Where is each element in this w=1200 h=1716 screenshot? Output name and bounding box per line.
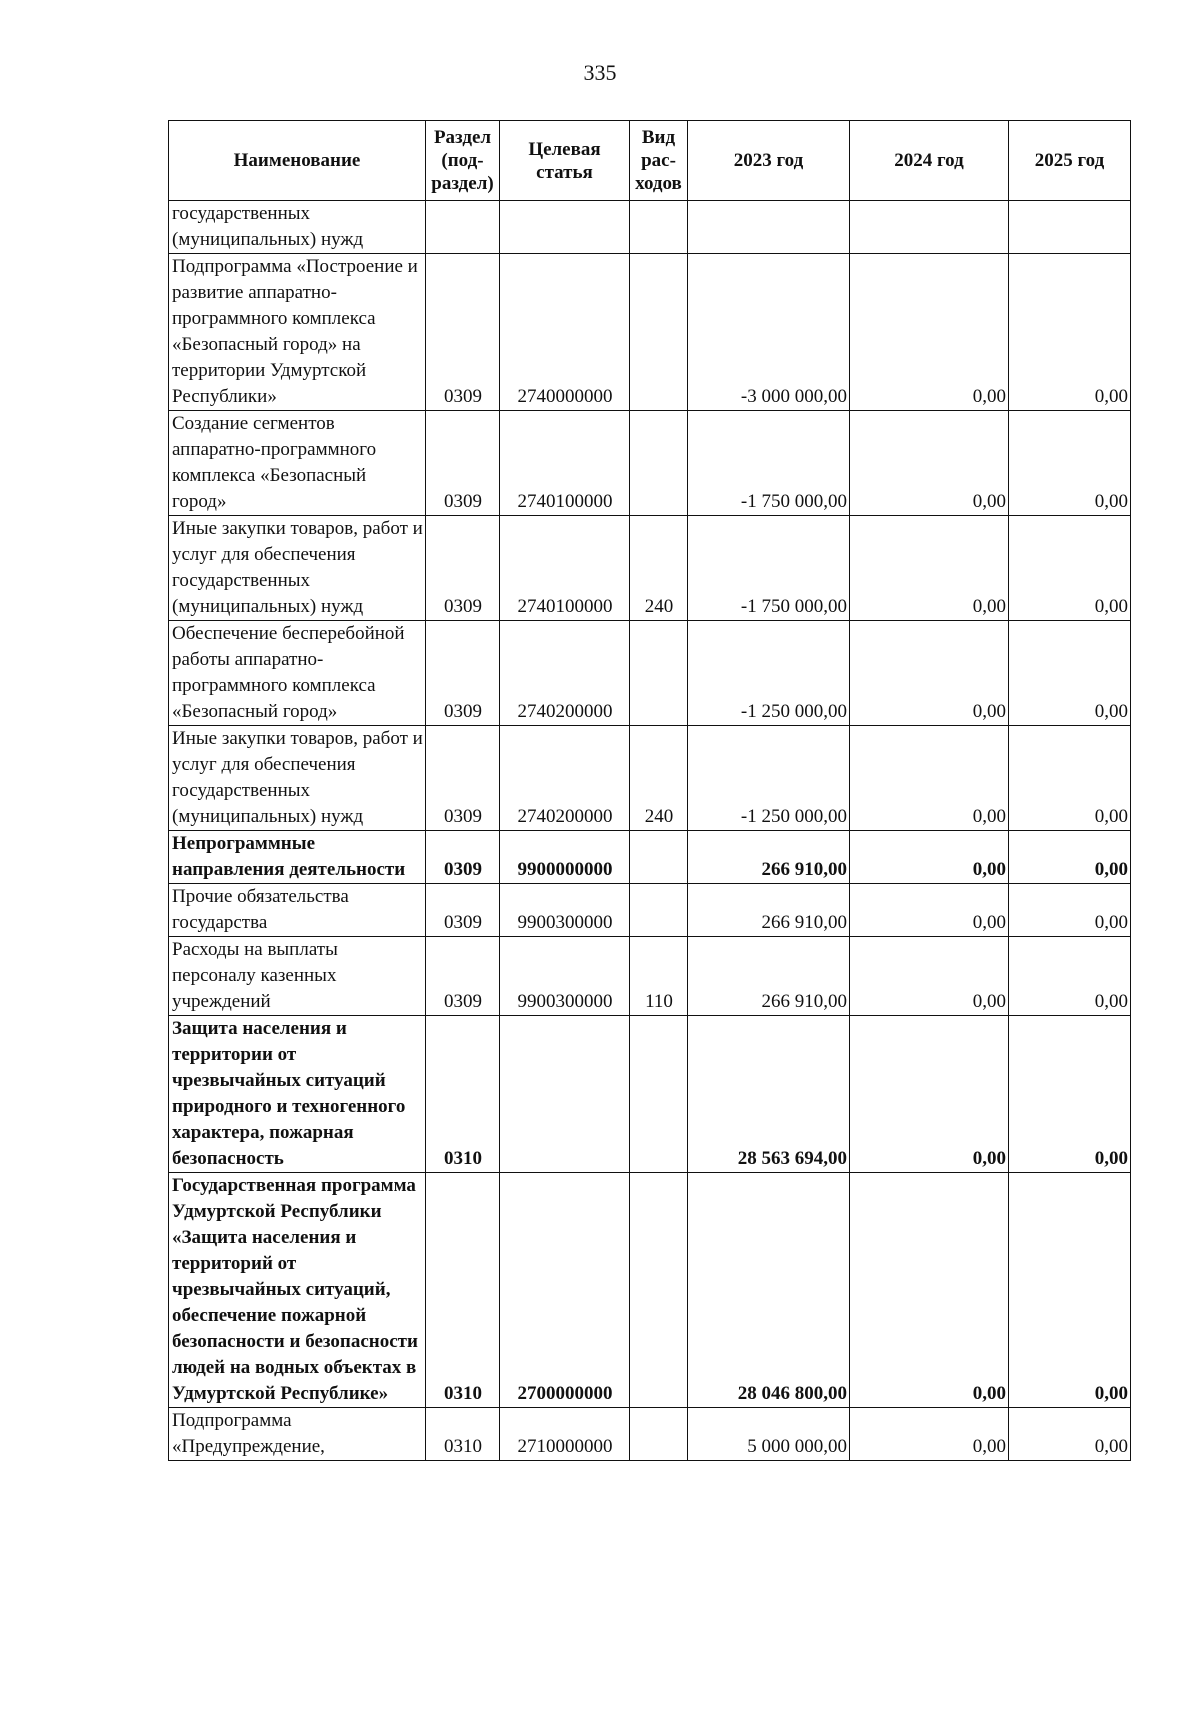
table-row	[169, 621, 1131, 726]
cell-name: Иные закупки товаров, работ и услуг для обеспечения государственных (муниципальных) нужд	[169, 516, 426, 621]
cell-target: 9900300000	[500, 884, 630, 937]
cell-section	[426, 201, 500, 254]
cell-2023: 28 046 800,00	[688, 1173, 850, 1408]
cell-2024: 0,00	[850, 726, 1009, 831]
table-row	[169, 516, 1131, 621]
cell-2023: -3 000 000,00	[688, 254, 850, 411]
cell-target: 2740200000	[500, 726, 630, 831]
cell-2024: 0,00	[850, 1016, 1009, 1173]
cell-2023: 28 563 694,00	[688, 1016, 850, 1173]
cell-target: 2710000000	[500, 1408, 630, 1461]
cell-section: 0309	[426, 621, 500, 726]
cell-section: 0309	[426, 937, 500, 1016]
table-row	[169, 254, 1131, 411]
header-2025: 2025 год	[1009, 121, 1131, 201]
cell-2025: 0,00	[1009, 1016, 1131, 1173]
cell-section: 0310	[426, 1016, 500, 1173]
cell-2025: 0,00	[1009, 621, 1131, 726]
cell-2024	[850, 201, 1009, 254]
cell-expense-type: 240	[630, 726, 688, 831]
table-header-row	[169, 121, 1131, 201]
cell-target: 2700000000	[500, 1173, 630, 1408]
cell-name: Подпрограмма «Построение и развитие аппаратно-программного комплекса «Безопасный город» на территории Удмуртской Республики»	[169, 254, 426, 411]
budget-table	[168, 120, 1131, 1461]
cell-expense-type	[630, 201, 688, 254]
cell-target	[500, 1016, 630, 1173]
cell-target: 9900300000	[500, 937, 630, 1016]
cell-section: 0310	[426, 1173, 500, 1408]
cell-target: 9900000000	[500, 831, 630, 884]
table-row	[169, 1173, 1131, 1408]
cell-2024: 0,00	[850, 411, 1009, 516]
cell-name: Защита населения и территории от чрезвычайных ситуаций природного и техногенного характера, пожарная безопасность	[169, 1016, 426, 1173]
cell-target	[500, 201, 630, 254]
cell-2025: 0,00	[1009, 726, 1131, 831]
cell-name: Обеспечение бесперебойной работы аппаратно-программного комплекса «Безопасный город»	[169, 621, 426, 726]
table-row	[169, 1016, 1131, 1173]
cell-2025: 0,00	[1009, 516, 1131, 621]
cell-2023	[688, 201, 850, 254]
cell-2024: 0,00	[850, 937, 1009, 1016]
cell-section: 0309	[426, 254, 500, 411]
cell-2024: 0,00	[850, 884, 1009, 937]
cell-2023: -1 250 000,00	[688, 726, 850, 831]
table-row	[169, 1408, 1131, 1461]
cell-name: Иные закупки товаров, работ и услуг для обеспечения государственных (муниципальных) нужд	[169, 726, 426, 831]
table-row	[169, 411, 1131, 516]
cell-expense-type: 110	[630, 937, 688, 1016]
cell-2025: 0,00	[1009, 937, 1131, 1016]
cell-target: 2740200000	[500, 621, 630, 726]
cell-target: 2740100000	[500, 516, 630, 621]
cell-expense-type	[630, 831, 688, 884]
cell-2023: -1 750 000,00	[688, 411, 850, 516]
cell-2023: 266 910,00	[688, 884, 850, 937]
cell-target: 2740100000	[500, 411, 630, 516]
cell-2023: 266 910,00	[688, 937, 850, 1016]
cell-expense-type	[630, 1016, 688, 1173]
header-2024: 2024 год	[850, 121, 1009, 201]
cell-expense-type	[630, 621, 688, 726]
table-row	[169, 831, 1131, 884]
cell-name: Государственная программа Удмуртской Республики «Защита населения и территорий от чрезвычайных ситуаций, обеспечение пожарной безопасности и безопасности людей на водных объектах в Удмуртской Республике»	[169, 1173, 426, 1408]
cell-expense-type: 240	[630, 516, 688, 621]
cell-2025	[1009, 201, 1131, 254]
table-row	[169, 726, 1131, 831]
cell-2025: 0,00	[1009, 1408, 1131, 1461]
header-section: Раздел (под-раздел)	[426, 121, 500, 201]
cell-name: Непрограммные направления деятельности	[169, 831, 426, 884]
cell-expense-type	[630, 884, 688, 937]
cell-2023: -1 750 000,00	[688, 516, 850, 621]
table-row	[169, 201, 1131, 254]
cell-section: 0309	[426, 726, 500, 831]
cell-section: 0310	[426, 1408, 500, 1461]
page-number: 335	[583, 60, 617, 85]
cell-expense-type	[630, 1408, 688, 1461]
cell-2025: 0,00	[1009, 254, 1131, 411]
cell-2024: 0,00	[850, 831, 1009, 884]
cell-section: 0309	[426, 411, 500, 516]
cell-2024: 0,00	[850, 1173, 1009, 1408]
cell-2025: 0,00	[1009, 411, 1131, 516]
cell-2024: 0,00	[850, 1408, 1009, 1461]
header-type: Вид рас-ходов	[630, 121, 688, 201]
table-body	[169, 201, 1131, 1461]
header-target: Целевая статья	[500, 121, 630, 201]
cell-2025: 0,00	[1009, 884, 1131, 937]
cell-section: 0309	[426, 831, 500, 884]
cell-name: Прочие обязательства государства	[169, 884, 426, 937]
cell-2023: 5 000 000,00	[688, 1408, 850, 1461]
header-2023: 2023 год	[688, 121, 850, 201]
cell-2024: 0,00	[850, 516, 1009, 621]
cell-target: 2740000000	[500, 254, 630, 411]
cell-2023: 266 910,00	[688, 831, 850, 884]
cell-2024: 0,00	[850, 254, 1009, 411]
cell-expense-type	[630, 254, 688, 411]
header-name: Наименование	[169, 121, 426, 201]
cell-2025: 0,00	[1009, 831, 1131, 884]
cell-expense-type	[630, 411, 688, 516]
cell-2025: 0,00	[1009, 1173, 1131, 1408]
cell-section: 0309	[426, 516, 500, 621]
cell-expense-type	[630, 1173, 688, 1408]
cell-name: Подпрограмма «Предупреждение,	[169, 1408, 426, 1461]
cell-name: Расходы на выплаты персоналу казенных учреждений	[169, 937, 426, 1016]
cell-2023: -1 250 000,00	[688, 621, 850, 726]
table-row	[169, 884, 1131, 937]
cell-name: государственных (муниципальных) нужд	[169, 201, 426, 254]
cell-name: Создание сегментов аппаратно-программного комплекса «Безопасный город»	[169, 411, 426, 516]
table-row	[169, 937, 1131, 1016]
cell-section: 0309	[426, 884, 500, 937]
cell-2024: 0,00	[850, 621, 1009, 726]
